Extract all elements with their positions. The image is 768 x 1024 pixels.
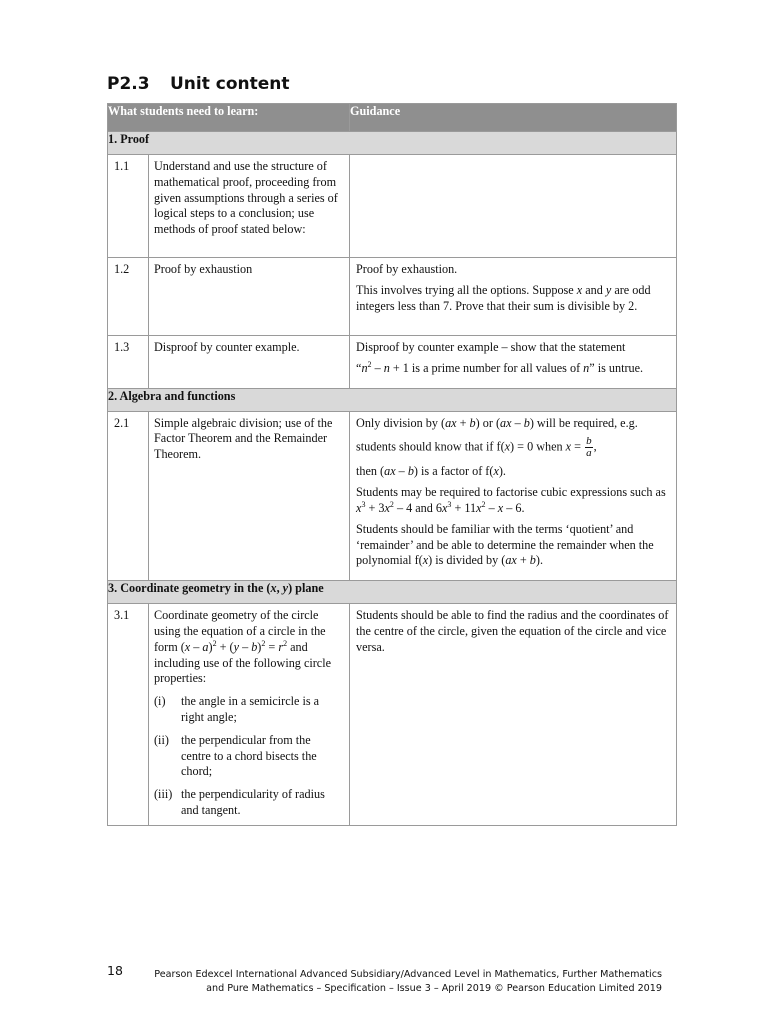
guidance-paragraph: Proof by exhaustion. — [356, 262, 458, 276]
learn-text: Understand and use the structure of mathematical proof, proceeding from given assumptions through a series of logical steps to a conclusion; use methods of proof stated below: — [149, 155, 350, 258]
row-number: 1.1 — [108, 155, 149, 258]
footer-line: and Pure Mathematics – Specification – Issue 3 – April 2019 © Pearson Education Limited 2019 — [206, 983, 662, 994]
table-row — [108, 336, 677, 389]
section-title-algebra: 2. Algebra and functions — [108, 388, 677, 411]
list-text: the perpendicularity of radius and tangent. — [181, 787, 325, 817]
guidance-paragraph: Students should be familiar with the terms ‘quotient’ and ‘remainder’ and be able to determine the remainder when the polynomial f(x) is divided by (ax + b). — [356, 521, 654, 568]
section-title-proof: 1. Proof — [108, 132, 677, 155]
row-number: 1.2 — [108, 258, 149, 336]
section-row-algebra — [108, 388, 677, 411]
section-number: P2.3 — [107, 74, 150, 94]
list-item — [154, 787, 343, 819]
fraction-b-over-a: $\frac{b}{a}$ — [586, 435, 592, 460]
guidance-paragraph: Students should be able to find the radius and the coordinates of the centre of the circle, given the equation of the circle and vice versa. — [356, 608, 669, 654]
footer-line: Pearson Edexcel International Advanced Subsidiary/Advanced Level in Mathematics, Further Mathematics — [154, 969, 662, 980]
guidance-text — [350, 155, 677, 258]
list-item — [154, 733, 343, 780]
list-label: (iii) — [154, 787, 173, 802]
column-header-learn: What students need to learn: — [108, 104, 350, 132]
guidance-paragraph: Disproof by counter example – show that the statement — [356, 340, 626, 354]
learn-text: Simple algebraic division; use of the Factor Theorem and the Remainder Theorem. — [149, 411, 350, 581]
section-title-coordinate-geometry: 3. Coordinate geometry in the (x, y) plane — [108, 581, 677, 604]
table-header-row — [108, 104, 677, 132]
table-row — [108, 604, 677, 826]
guidance-text — [350, 258, 677, 336]
row-number: 2.1 — [108, 411, 149, 581]
list-label: (ii) — [154, 732, 169, 747]
guidance-paragraph: students should know that if f(x) = 0 when x = $\frac{b}{a}$ , — [356, 435, 597, 460]
table-row — [108, 411, 677, 581]
list-text: the perpendicular from the centre to a chord bisects the chord; — [181, 732, 317, 779]
unit-content-table — [107, 103, 677, 826]
footer-text — [154, 968, 662, 996]
row-number: 3.1 — [108, 604, 149, 826]
table-row — [108, 258, 677, 336]
list-text: the angle in a semicircle is a right angle; — [181, 694, 320, 724]
section-title: Unit content — [170, 74, 290, 94]
table-row — [108, 155, 677, 258]
guidance-paragraph: then (ax – b) is a factor of f(x). — [356, 464, 506, 479]
guidance-paragraph: This involves trying all the options. Suppose x and y are odd integers less than 7. Prove that their sum is divisible by 2. — [356, 282, 651, 313]
guidance-paragraph: “$n^2 - n + 1$ is a prime number for all values of n” is untrue. — [356, 359, 644, 375]
page-title — [107, 74, 290, 94]
learn-paragraph: Coordinate geometry of the circle using the equation of a circle in the form $(x - a)^2 + (y - b)^2 = r^2$ and including use of the following circle properties: — [154, 608, 332, 686]
section-row-coordinate-geometry — [108, 581, 677, 604]
guidance-paragraph: Only division by (ax + b) or (ax – b) will be required, e.g. — [356, 415, 638, 430]
list-label: (i) — [154, 694, 166, 709]
learn-text: Proof by exhaustion — [149, 258, 350, 336]
learn-text: Disproof by counter example. — [149, 336, 350, 389]
list-item — [154, 694, 343, 726]
learn-text — [149, 604, 350, 826]
guidance-text — [350, 604, 677, 826]
page-number: 18 — [107, 963, 123, 978]
guidance-text — [350, 411, 677, 581]
column-header-guidance: Guidance — [350, 104, 677, 132]
row-number: 1.3 — [108, 336, 149, 389]
guidance-text — [350, 336, 677, 389]
section-row-proof — [108, 132, 677, 155]
guidance-paragraph: Students may be required to factorise cubic expressions such as $x^3 + 3x^2 - 4$ and $6x^3 + 11x^2 - x - 6$. — [356, 485, 666, 515]
